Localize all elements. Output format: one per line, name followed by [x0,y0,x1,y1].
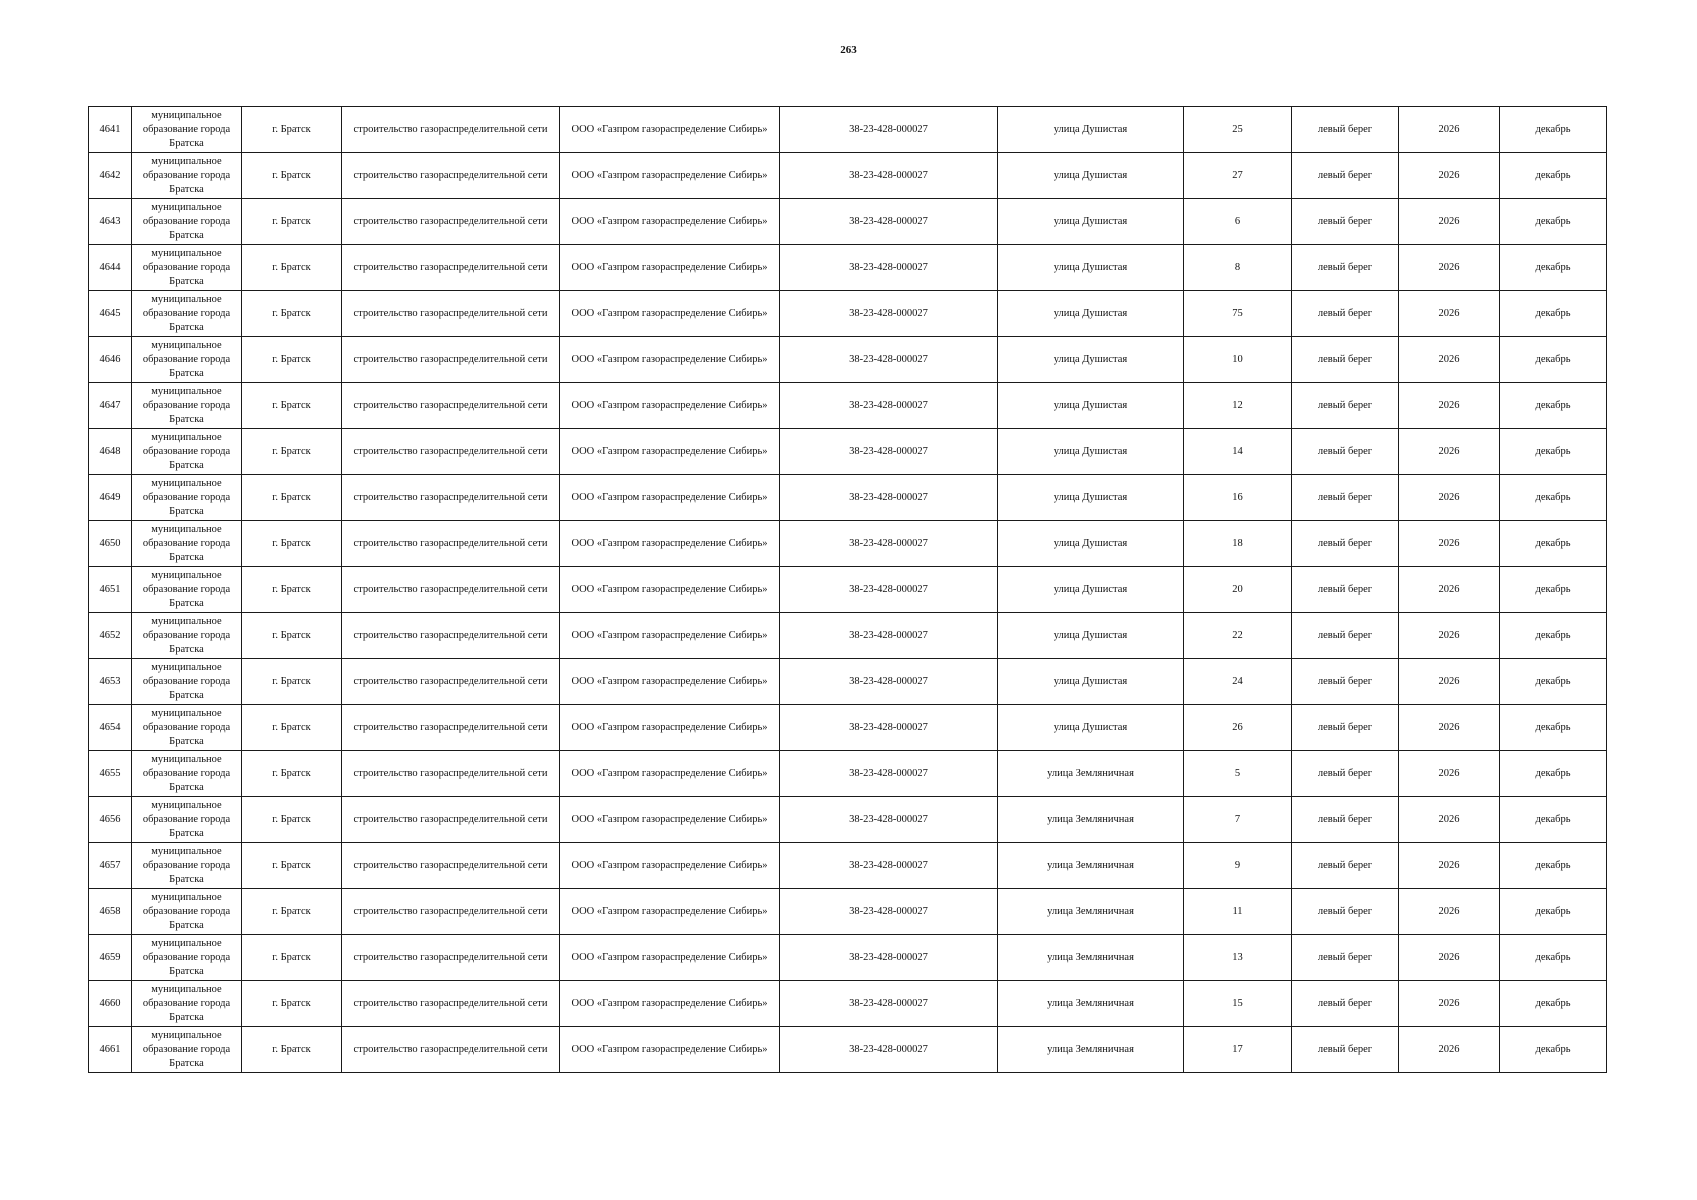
river-bank-cell: левый берег [1292,935,1399,981]
street-cell: улица Душистая [998,107,1184,153]
object-code-cell: 38-23-428-000027 [780,199,998,245]
month-cell: декабрь [1500,337,1607,383]
street-cell: улица Душистая [998,291,1184,337]
work-type-cell: строительство газораспределительной сети [342,337,560,383]
work-type-cell: строительство газораспределительной сети [342,429,560,475]
table-row [89,475,1607,521]
river-bank-cell: левый берег [1292,751,1399,797]
city-cell: г. Братск [242,199,342,245]
municipality-cell: муниципальное образование города Братска [132,935,242,981]
city-cell: г. Братск [242,659,342,705]
company-cell: ООО «Газпром газораспределение Сибирь» [560,1027,780,1073]
street-cell: улица Душистая [998,475,1184,521]
year-cell: 2026 [1399,475,1500,521]
object-code-cell: 38-23-428-000027 [780,843,998,889]
city-cell: г. Братск [242,521,342,567]
month-cell: декабрь [1500,797,1607,843]
river-bank-cell: левый берег [1292,705,1399,751]
house-number-cell: 15 [1184,981,1292,1027]
house-number-cell: 13 [1184,935,1292,981]
month-cell: декабрь [1500,429,1607,475]
object-code-cell: 38-23-428-000027 [780,1027,998,1073]
table-row [89,199,1607,245]
river-bank-cell: левый берег [1292,245,1399,291]
month-cell: декабрь [1500,613,1607,659]
row-number-cell: 4643 [89,199,132,245]
company-cell: ООО «Газпром газораспределение Сибирь» [560,659,780,705]
month-cell: декабрь [1500,659,1607,705]
river-bank-cell: левый берег [1292,291,1399,337]
company-cell: ООО «Газпром газораспределение Сибирь» [560,475,780,521]
year-cell: 2026 [1399,383,1500,429]
company-cell: ООО «Газпром газораспределение Сибирь» [560,889,780,935]
city-cell: г. Братск [242,935,342,981]
work-type-cell: строительство газораспределительной сети [342,613,560,659]
month-cell: декабрь [1500,199,1607,245]
row-number-cell: 4653 [89,659,132,705]
work-type-cell: строительство газораспределительной сети [342,797,560,843]
table-row [89,107,1607,153]
city-cell: г. Братск [242,153,342,199]
house-number-cell: 10 [1184,337,1292,383]
work-type-cell: строительство газораспределительной сети [342,107,560,153]
registry-body [89,107,1607,1073]
row-number-cell: 4651 [89,567,132,613]
year-cell: 2026 [1399,291,1500,337]
company-cell: ООО «Газпром газораспределение Сибирь» [560,291,780,337]
city-cell: г. Братск [242,1027,342,1073]
row-number-cell: 4652 [89,613,132,659]
river-bank-cell: левый берег [1292,475,1399,521]
company-cell: ООО «Газпром газораспределение Сибирь» [560,521,780,567]
month-cell: декабрь [1500,153,1607,199]
street-cell: улица Душистая [998,567,1184,613]
object-code-cell: 38-23-428-000027 [780,751,998,797]
work-type-cell: строительство газораспределительной сети [342,981,560,1027]
river-bank-cell: левый берег [1292,429,1399,475]
object-code-cell: 38-23-428-000027 [780,475,998,521]
object-code-cell: 38-23-428-000027 [780,521,998,567]
month-cell: декабрь [1500,291,1607,337]
company-cell: ООО «Газпром газораспределение Сибирь» [560,843,780,889]
month-cell: декабрь [1500,567,1607,613]
year-cell: 2026 [1399,889,1500,935]
row-number-cell: 4644 [89,245,132,291]
year-cell: 2026 [1399,567,1500,613]
company-cell: ООО «Газпром газораспределение Сибирь» [560,567,780,613]
city-cell: г. Братск [242,843,342,889]
work-type-cell: строительство газораспределительной сети [342,751,560,797]
month-cell: декабрь [1500,107,1607,153]
table-row [89,337,1607,383]
municipality-cell: муниципальное образование города Братска [132,245,242,291]
city-cell: г. Братск [242,475,342,521]
house-number-cell: 75 [1184,291,1292,337]
company-cell: ООО «Газпром газораспределение Сибирь» [560,153,780,199]
table-row [89,1027,1607,1073]
year-cell: 2026 [1399,337,1500,383]
work-type-cell: строительство газораспределительной сети [342,153,560,199]
street-cell: улица Земляничная [998,751,1184,797]
city-cell: г. Братск [242,429,342,475]
house-number-cell: 7 [1184,797,1292,843]
house-number-cell: 6 [1184,199,1292,245]
table-row [89,843,1607,889]
year-cell: 2026 [1399,107,1500,153]
work-type-cell: строительство газораспределительной сети [342,935,560,981]
object-code-cell: 38-23-428-000027 [780,613,998,659]
year-cell: 2026 [1399,843,1500,889]
month-cell: декабрь [1500,245,1607,291]
house-number-cell: 16 [1184,475,1292,521]
street-cell: улица Земляничная [998,889,1184,935]
table-row [89,935,1607,981]
object-code-cell: 38-23-428-000027 [780,245,998,291]
municipality-cell: муниципальное образование города Братска [132,981,242,1027]
object-code-cell: 38-23-428-000027 [780,797,998,843]
company-cell: ООО «Газпром газораспределение Сибирь» [560,337,780,383]
month-cell: декабрь [1500,751,1607,797]
month-cell: декабрь [1500,981,1607,1027]
table-row [89,797,1607,843]
company-cell: ООО «Газпром газораспределение Сибирь» [560,705,780,751]
table-row [89,613,1607,659]
year-cell: 2026 [1399,935,1500,981]
river-bank-cell: левый берег [1292,659,1399,705]
municipality-cell: муниципальное образование города Братска [132,889,242,935]
municipality-cell: муниципальное образование города Братска [132,475,242,521]
table-row [89,383,1607,429]
city-cell: г. Братск [242,981,342,1027]
year-cell: 2026 [1399,429,1500,475]
object-code-cell: 38-23-428-000027 [780,889,998,935]
work-type-cell: строительство газораспределительной сети [342,383,560,429]
river-bank-cell: левый берег [1292,613,1399,659]
company-cell: ООО «Газпром газораспределение Сибирь» [560,613,780,659]
house-number-cell: 26 [1184,705,1292,751]
municipality-cell: муниципальное образование города Братска [132,843,242,889]
month-cell: декабрь [1500,843,1607,889]
month-cell: декабрь [1500,475,1607,521]
page-number: 263 [840,44,857,56]
municipality-cell: муниципальное образование города Братска [132,613,242,659]
row-number-cell: 4656 [89,797,132,843]
year-cell: 2026 [1399,613,1500,659]
river-bank-cell: левый берег [1292,567,1399,613]
house-number-cell: 25 [1184,107,1292,153]
work-type-cell: строительство газораспределительной сети [342,567,560,613]
city-cell: г. Братск [242,245,342,291]
municipality-cell: муниципальное образование города Братска [132,291,242,337]
company-cell: ООО «Газпром газораспределение Сибирь» [560,245,780,291]
company-cell: ООО «Газпром газораспределение Сибирь» [560,935,780,981]
object-code-cell: 38-23-428-000027 [780,291,998,337]
row-number-cell: 4642 [89,153,132,199]
object-code-cell: 38-23-428-000027 [780,337,998,383]
city-cell: г. Братск [242,889,342,935]
company-cell: ООО «Газпром газораспределение Сибирь» [560,107,780,153]
city-cell: г. Братск [242,383,342,429]
year-cell: 2026 [1399,751,1500,797]
work-type-cell: строительство газораспределительной сети [342,475,560,521]
table-row [89,567,1607,613]
street-cell: улица Земляничная [998,935,1184,981]
table-row [89,291,1607,337]
row-number-cell: 4648 [89,429,132,475]
company-cell: ООО «Газпром газораспределение Сибирь» [560,751,780,797]
work-type-cell: строительство газораспределительной сети [342,889,560,935]
municipality-cell: муниципальное образование города Братска [132,337,242,383]
table-row [89,981,1607,1027]
house-number-cell: 9 [1184,843,1292,889]
year-cell: 2026 [1399,521,1500,567]
work-type-cell: строительство газораспределительной сети [342,199,560,245]
row-number-cell: 4654 [89,705,132,751]
year-cell: 2026 [1399,659,1500,705]
street-cell: улица Душистая [998,613,1184,659]
river-bank-cell: левый берег [1292,981,1399,1027]
year-cell: 2026 [1399,153,1500,199]
street-cell: улица Душистая [998,153,1184,199]
registry-table [88,106,1607,1073]
row-number-cell: 4649 [89,475,132,521]
company-cell: ООО «Газпром газораспределение Сибирь» [560,429,780,475]
street-cell: улица Земляничная [998,1027,1184,1073]
river-bank-cell: левый берег [1292,843,1399,889]
company-cell: ООО «Газпром газораспределение Сибирь» [560,797,780,843]
river-bank-cell: левый берег [1292,889,1399,935]
house-number-cell: 22 [1184,613,1292,659]
river-bank-cell: левый берег [1292,199,1399,245]
house-number-cell: 8 [1184,245,1292,291]
object-code-cell: 38-23-428-000027 [780,153,998,199]
street-cell: улица Душистая [998,337,1184,383]
object-code-cell: 38-23-428-000027 [780,705,998,751]
object-code-cell: 38-23-428-000027 [780,107,998,153]
street-cell: улица Душистая [998,245,1184,291]
municipality-cell: муниципальное образование города Братска [132,521,242,567]
house-number-cell: 17 [1184,1027,1292,1073]
work-type-cell: строительство газораспределительной сети [342,843,560,889]
company-cell: ООО «Газпром газораспределение Сибирь» [560,383,780,429]
row-number-cell: 4650 [89,521,132,567]
object-code-cell: 38-23-428-000027 [780,567,998,613]
object-code-cell: 38-23-428-000027 [780,935,998,981]
row-number-cell: 4660 [89,981,132,1027]
row-number-cell: 4641 [89,107,132,153]
street-cell: улица Земляничная [998,797,1184,843]
city-cell: г. Братск [242,567,342,613]
row-number-cell: 4647 [89,383,132,429]
city-cell: г. Братск [242,107,342,153]
work-type-cell: строительство газораспределительной сети [342,705,560,751]
month-cell: декабрь [1500,1027,1607,1073]
work-type-cell: строительство газораспределительной сети [342,1027,560,1073]
city-cell: г. Братск [242,337,342,383]
city-cell: г. Братск [242,705,342,751]
city-cell: г. Братск [242,751,342,797]
street-cell: улица Душистая [998,705,1184,751]
river-bank-cell: левый берег [1292,337,1399,383]
municipality-cell: муниципальное образование города Братска [132,1027,242,1073]
municipality-cell: муниципальное образование города Братска [132,567,242,613]
house-number-cell: 27 [1184,153,1292,199]
river-bank-cell: левый берег [1292,153,1399,199]
city-cell: г. Братск [242,291,342,337]
object-code-cell: 38-23-428-000027 [780,981,998,1027]
municipality-cell: муниципальное образование города Братска [132,705,242,751]
row-number-cell: 4661 [89,1027,132,1073]
house-number-cell: 20 [1184,567,1292,613]
municipality-cell: муниципальное образование города Братска [132,107,242,153]
work-type-cell: строительство газораспределительной сети [342,291,560,337]
object-code-cell: 38-23-428-000027 [780,383,998,429]
street-cell: улица Душистая [998,199,1184,245]
year-cell: 2026 [1399,981,1500,1027]
house-number-cell: 5 [1184,751,1292,797]
row-number-cell: 4645 [89,291,132,337]
work-type-cell: строительство газораспределительной сети [342,659,560,705]
year-cell: 2026 [1399,245,1500,291]
row-number-cell: 4657 [89,843,132,889]
river-bank-cell: левый берег [1292,1027,1399,1073]
row-number-cell: 4655 [89,751,132,797]
year-cell: 2026 [1399,199,1500,245]
month-cell: декабрь [1500,935,1607,981]
municipality-cell: муниципальное образование города Братска [132,659,242,705]
municipality-cell: муниципальное образование города Братска [132,797,242,843]
river-bank-cell: левый берег [1292,107,1399,153]
company-cell: ООО «Газпром газораспределение Сибирь» [560,199,780,245]
street-cell: улица Душистая [998,659,1184,705]
object-code-cell: 38-23-428-000027 [780,659,998,705]
work-type-cell: строительство газораспределительной сети [342,245,560,291]
street-cell: улица Земляничная [998,843,1184,889]
month-cell: декабрь [1500,521,1607,567]
municipality-cell: муниципальное образование города Братска [132,383,242,429]
municipality-cell: муниципальное образование города Братска [132,153,242,199]
year-cell: 2026 [1399,797,1500,843]
month-cell: декабрь [1500,889,1607,935]
house-number-cell: 24 [1184,659,1292,705]
table-row [89,521,1607,567]
city-cell: г. Братск [242,613,342,659]
row-number-cell: 4659 [89,935,132,981]
row-number-cell: 4646 [89,337,132,383]
river-bank-cell: левый берег [1292,797,1399,843]
object-code-cell: 38-23-428-000027 [780,429,998,475]
house-number-cell: 14 [1184,429,1292,475]
table-row [89,245,1607,291]
street-cell: улица Душистая [998,429,1184,475]
table-row [89,659,1607,705]
river-bank-cell: левый берег [1292,521,1399,567]
house-number-cell: 11 [1184,889,1292,935]
table-row [89,429,1607,475]
year-cell: 2026 [1399,1027,1500,1073]
street-cell: улица Душистая [998,521,1184,567]
work-type-cell: строительство газораспределительной сети [342,521,560,567]
street-cell: улица Земляничная [998,981,1184,1027]
month-cell: декабрь [1500,705,1607,751]
month-cell: декабрь [1500,383,1607,429]
house-number-cell: 18 [1184,521,1292,567]
city-cell: г. Братск [242,797,342,843]
municipality-cell: муниципальное образование города Братска [132,429,242,475]
municipality-cell: муниципальное образование города Братска [132,751,242,797]
table-row [89,153,1607,199]
table-row [89,705,1607,751]
street-cell: улица Душистая [998,383,1184,429]
company-cell: ООО «Газпром газораспределение Сибирь» [560,981,780,1027]
table-row [89,889,1607,935]
river-bank-cell: левый берег [1292,383,1399,429]
row-number-cell: 4658 [89,889,132,935]
year-cell: 2026 [1399,705,1500,751]
table-row [89,751,1607,797]
house-number-cell: 12 [1184,383,1292,429]
municipality-cell: муниципальное образование города Братска [132,199,242,245]
